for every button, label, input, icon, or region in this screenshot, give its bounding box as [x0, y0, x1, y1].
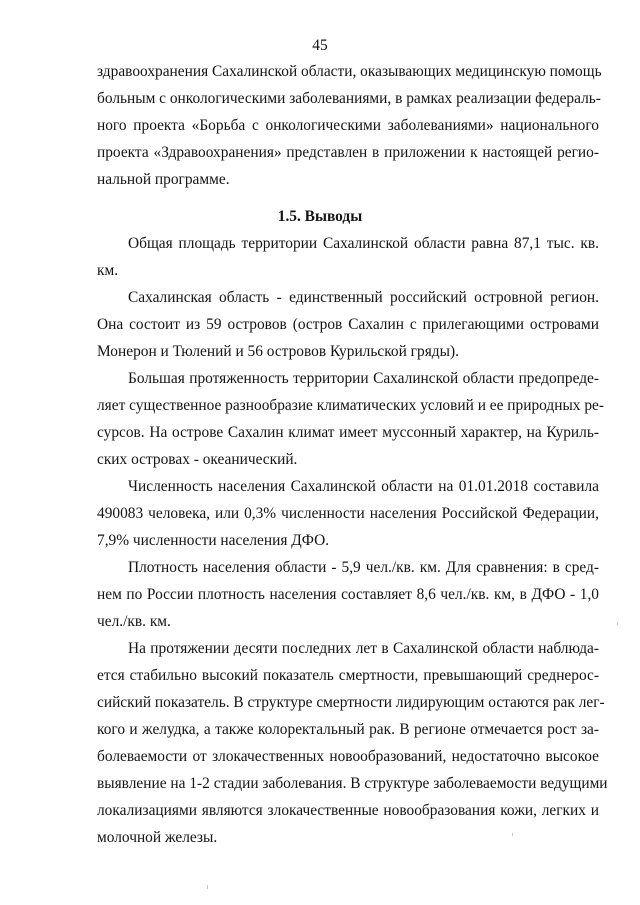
scan-speck: [617, 622, 618, 625]
text-line: ного проекта «Борьба с онкологическими заболеваниями» национального: [97, 117, 599, 134]
text-line: 7,9% численности населения ДФО.: [97, 532, 330, 549]
text-line: молочной железы.: [97, 829, 218, 846]
text-line: выявление на 1-2 стадии заболевания. В структуре заболеваемости ведущими: [97, 775, 608, 792]
text-line: км.: [97, 262, 119, 279]
text-line: чел./кв. км.: [97, 613, 171, 630]
scan-speck: [512, 833, 513, 836]
text-line: сурсов. На острове Сахалин климат имеет муссонный характер, на Куриль-: [97, 424, 599, 441]
text-line: ских островах - океанический.: [97, 451, 298, 468]
text-line: Большая протяженность территории Сахалинской области предопреде-: [128, 370, 599, 387]
text-line: Численность населения Сахалинской области на 01.01.2018 составила: [128, 478, 599, 495]
text-line: Она состоит из 59 островов (остров Сахалин с прилегающими островами: [97, 316, 599, 333]
scan-speck: [207, 885, 208, 889]
text-line: локализациями являются злокачественные новообразования кожи, легких и: [97, 802, 599, 819]
text-line: сийский показатель. В структуре смертности лидирующим остаются рак лег-: [97, 694, 605, 711]
section-heading: 1.5. Выводы: [277, 208, 363, 225]
text-line: 490083 человека, или 0,3% численности населения Российской Федерации,: [97, 505, 599, 522]
text-line: болеваемости от злокачественных новообразований, недостаточно высокое: [97, 748, 599, 765]
page-number: 45: [312, 37, 328, 54]
text-line: больным с онкологическими заболеваниями, в рамках реализации федераль-: [97, 90, 601, 107]
text-line: нем по России плотность населения составляет 8,6 чел./кв. км, в ДФО - 1,0: [97, 586, 599, 603]
text-line: На протяжении десяти последних лет в Сахалинской области наблюда-: [128, 640, 599, 657]
text-line: Плотность населения области - 5,9 чел./кв. км. Для сравнения: в сред-: [128, 559, 599, 576]
text-line: здравоохранения Сахалинской области, оказывающих медицинскую помощь: [97, 63, 602, 80]
text-line: ляет существенное разнообразие климатических условий и ее природных ре-: [97, 397, 605, 414]
text-line: проекта «Здравоохранения» представлен в приложении к настоящей регио-: [97, 144, 599, 161]
text-line: Сахалинская область - единственный российский островной регион.: [128, 289, 599, 306]
text-line: кого и желудка, а также колоректальный рак. В регионе отмечается рост за-: [97, 721, 599, 738]
text-line: нальной программе.: [97, 171, 230, 188]
text-line: Монерон и Тюлений и 56 островов Курильской гряды).: [97, 343, 459, 360]
text-line: Общая площадь территории Сахалинской области равна 87,1 тыс. кв.: [128, 235, 599, 252]
text-line: ется стабильно высокий показатель смертности, превышающий среднерос-: [97, 667, 599, 684]
